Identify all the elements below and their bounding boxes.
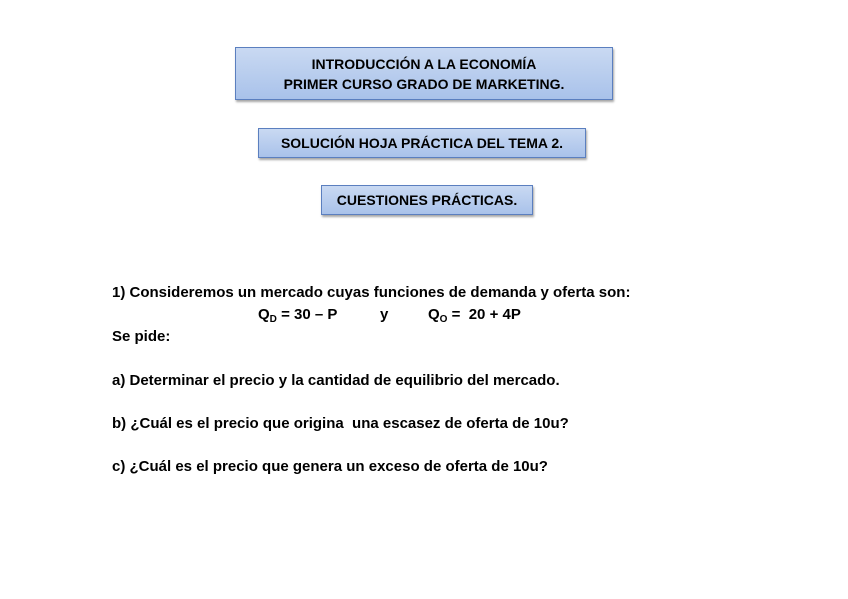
supply-subscript: O [439, 314, 448, 325]
demand-q: Q [258, 306, 270, 323]
demand-equation [258, 306, 337, 324]
supply-equation [428, 306, 521, 324]
section-title-box [321, 185, 533, 215]
course-title-line1: INTRODUCCIÓN A LA ECONOMÍA [311, 56, 537, 72]
prompt-label: Se pide: [112, 328, 171, 345]
supply-q: Q [428, 306, 440, 323]
course-title-box [235, 47, 613, 100]
demand-rhs: = 30 – P [276, 306, 338, 323]
solution-title-box [258, 128, 586, 158]
supply-rhs: = 20 + 4P [447, 306, 521, 323]
question-1-statement: 1) Consideremos un mercado cuyas funciones de demanda y oferta son: [112, 284, 631, 301]
course-title-line2: PRIMER CURSO GRADO DE MARKETING. [283, 76, 565, 92]
solution-title: SOLUCIÓN HOJA PRÁCTICA DEL TEMA 2. [280, 135, 564, 151]
question-part-b: b) ¿Cuál es el precio que origina una escasez de oferta de 10u? [112, 415, 569, 432]
question-part-c: c) ¿Cuál es el precio que genera un exceso de oferta de 10u? [112, 458, 548, 475]
equation-connector: y [380, 306, 389, 323]
section-title: CUESTIONES PRÁCTICAS. [336, 192, 518, 208]
demand-subscript: D [269, 314, 277, 325]
question-part-a: a) Determinar el precio y la cantidad de equilibrio del mercado. [112, 372, 560, 389]
